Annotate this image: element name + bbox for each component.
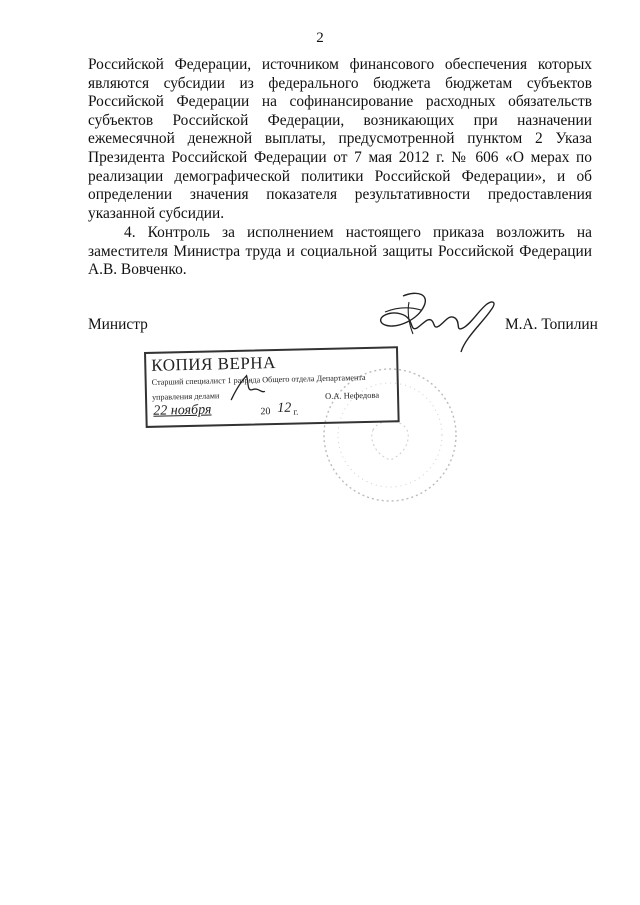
text-line: А.В. Вовченко.: [88, 261, 187, 279]
signatory-title: Министр: [88, 316, 148, 333]
text-line: 4. Контроль за исполнением настоящего приказа возложить на: [124, 224, 592, 241]
page-number: 2: [316, 30, 324, 46]
certified-copy-stamp: [144, 346, 400, 428]
text-line: ежемесячной денежной выплаты, предусмотренной пунктом 2 Указа: [88, 130, 592, 148]
stamp-signature: [227, 373, 268, 404]
stamp-year-suffix: г.: [293, 406, 299, 417]
text-line: Президента Российской Федерации от 7 мая 2012 г. № 606 «О мерах по: [88, 148, 592, 166]
paragraph-item-4: [88, 224, 592, 280]
stamp-position-line: Старший специалист 1 разряда Общего отдела Департамента: [151, 372, 366, 387]
stamp-title: КОПИЯ ВЕРНА: [151, 353, 277, 375]
text-line: заместителя Министра труда и социальной защиты Российской Федерации: [88, 242, 592, 260]
text-line: субъектов Российской Федерации, возникающих при назначении: [88, 111, 592, 129]
stamp-signer-name: О.А. Нефедова: [324, 389, 380, 401]
text-line: указанной субсидии.: [88, 204, 225, 222]
paragraph-continuation: [88, 56, 592, 223]
stamp-year-prefix: 20: [260, 406, 271, 418]
signatory-name: М.А. Топилин: [505, 316, 598, 333]
text-line: определении значения показателя результативности предоставления: [88, 186, 592, 204]
text-line: реализации демографической политики Российской Федерации», и об: [88, 167, 592, 185]
text-line: Российской Федерации, источником финансового обеспечения которых: [88, 56, 592, 73]
text-line: являются субсидии из федерального бюджета бюджетам субъектов: [88, 74, 592, 92]
stamp-department-line: управления делами: [151, 391, 220, 402]
stamp-year: 12: [277, 400, 292, 416]
stamp-date: 22 ноября: [153, 402, 212, 419]
text-line: Российской Федерации на софинансирование расходных обязательств: [88, 93, 592, 111]
